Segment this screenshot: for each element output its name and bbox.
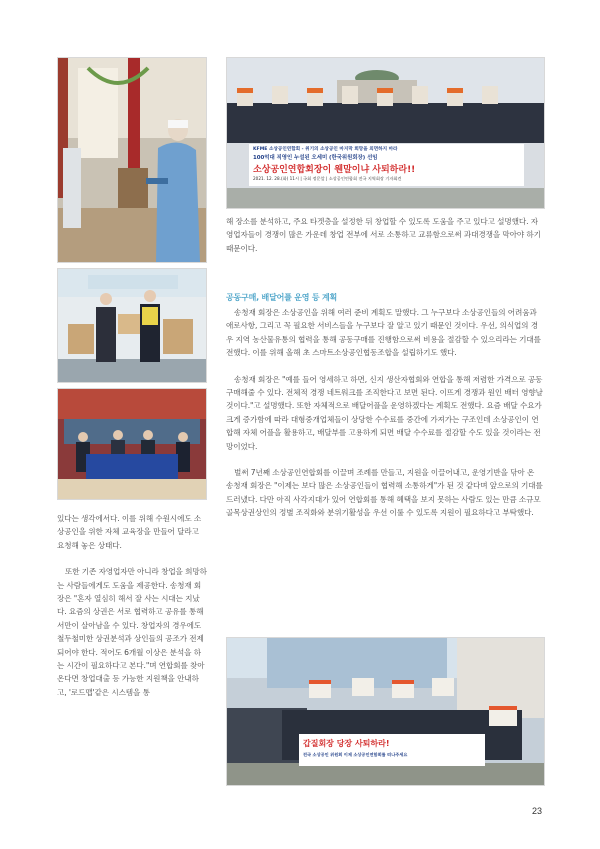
protest-bottom-banner-main: 갑질회장 당장 사퇴하라! (303, 739, 390, 748)
protest-banner-main: 소상공인연합회장이 웬말이냐 사퇴하라!! (253, 165, 416, 175)
photo-protest-national-assembly (226, 57, 545, 209)
photo-indoor-health-check (57, 57, 207, 263)
right-paragraph-2: 송청재 회장은 소상공인을 위해 여러 준비 계획도 말했다. 그 누구보다 소상공인들의 어려움과 애로사항, 그리고 꼭 필요한 서비스들을 누구보다 잘 알고 있기 때문인 것이다. 우선, 의식업의 경우 지역 농산물유통의 협력을 통해 공동구매를 진행함으로써 비용을 절감할 수 있으리라는 기대를 전했다. 이를 위해 올해 초 스마트소상공인협동조합을 설립하기도 했다. (226, 308, 541, 358)
photo-donation-boxes (57, 268, 207, 383)
page-number: 23 (532, 806, 543, 816)
photo-protest-building (226, 637, 545, 786)
photo-signing-ceremony (57, 388, 207, 500)
protest-banner-date: 2021. 12. 28.(화) 11시 | 국회 정문앞 | 소상공인연합회 전국 지역회장 기자회견 (253, 176, 402, 181)
left-paragraph-1: 있다는 생각에서다. 이를 위해 수원시에도 소상공인을 위한 자체 교육장을 만들어 달라고 요청해 놓은 상태다. (57, 514, 202, 550)
right-top-text (226, 215, 543, 268)
protest-banner-line1: KFME 소상공인연합회 - 위기의 소상공인 마지막 희망을 외면하지 마라 (253, 147, 398, 152)
left-paragraph-2: 또한 기존 자영업자만 아니라 창업을 희망하는 사람들에게도 도움을 제공한다. 송청재 회장은 "혼자 열심히 해서 잘 사는 시대는 지났다. 요즘의 상권은 서로 협력하고 공유를 통해서만이 살아남을 수 있다. 창업자의 경우에도 철두철미한 상권분석과 상인들의 공조가 전제 되어야 한다. 적어도 6개월 이상은 분석을 하는 시간이 필요하다고 본다."며 연합회를 찾아온다면 창업대출 등 가능한 지원책을 안내하고, '로드맵'같은 시스템을 통 (57, 567, 207, 697)
right-paragraph-3: 송청재 회장은 "예를 들어 영세하고 하면, 신지 생산자협회와 연합을 통해 저렴한 가격으로 공동구매해줄 수 있다. 전체적 경쟁 네트워크를 조직한다고 보면 된다. 이뜨게 경쟁과 원인 배터 영향날 것이다."고 설명했다. 또한 자체적으로 배달어플을 운영하겠다는 계획도 전했다. 요즘 배달 수요가 크게 증가함에 따라 대형중개업체들이 상당한 수수료를 중간에 가져가는 구조인데 소상공인이 연합해 자체 어플을 활용하고, 배달부를 고용하게 되면 배달 수수료를 절감할 수도 있을 것이라는 전망이었다. (226, 374, 543, 451)
right-mid-text (226, 306, 543, 533)
right-paragraph-1: 해 장소를 분석하고, 주요 타겟층을 설정한 뒤 창업할 수 있도록 도움을 주고 있다고 설명했다. 자영업자들이 경쟁이 많은 가운데 창업 전부에 서로 소통하고 교류함으로써 과대경쟁을 막아야 하기 때문이다. (226, 217, 541, 253)
protest-banner-line2: 100억대 직영인 누설된 오세미 (한국위원회장) 선임 (253, 155, 378, 161)
protest-bottom-banner-sub: 전국 소상공인 위원회 이제 소상공인연합회를 떠나주세요 (303, 752, 408, 757)
right-paragraph-4: 벌써 7년째 소상공인연합회를 이끌며 조례를 만들고, 지원을 이끌어내고, 운영기반을 닦아 온 송청재 회장은 "이제는 보다 많은 소상공인들이 협력해 소통하게"가 된 것 같다며 앞으로의 기대를 드러냈다. 다만 아직 사각지대가 있어 연합회를 통해 혜택을 보지 못하는 사람도 있는 만큼 소규모 골목상권상인의 정별 조직화와 분위기활성을 우선 이룰 수 있도록 지원이 필요하다고 부탁했다. (226, 468, 543, 518)
left-column-text (57, 512, 207, 712)
section-heading: 공동구매, 배달어플 운영 등 계획 (226, 293, 338, 302)
